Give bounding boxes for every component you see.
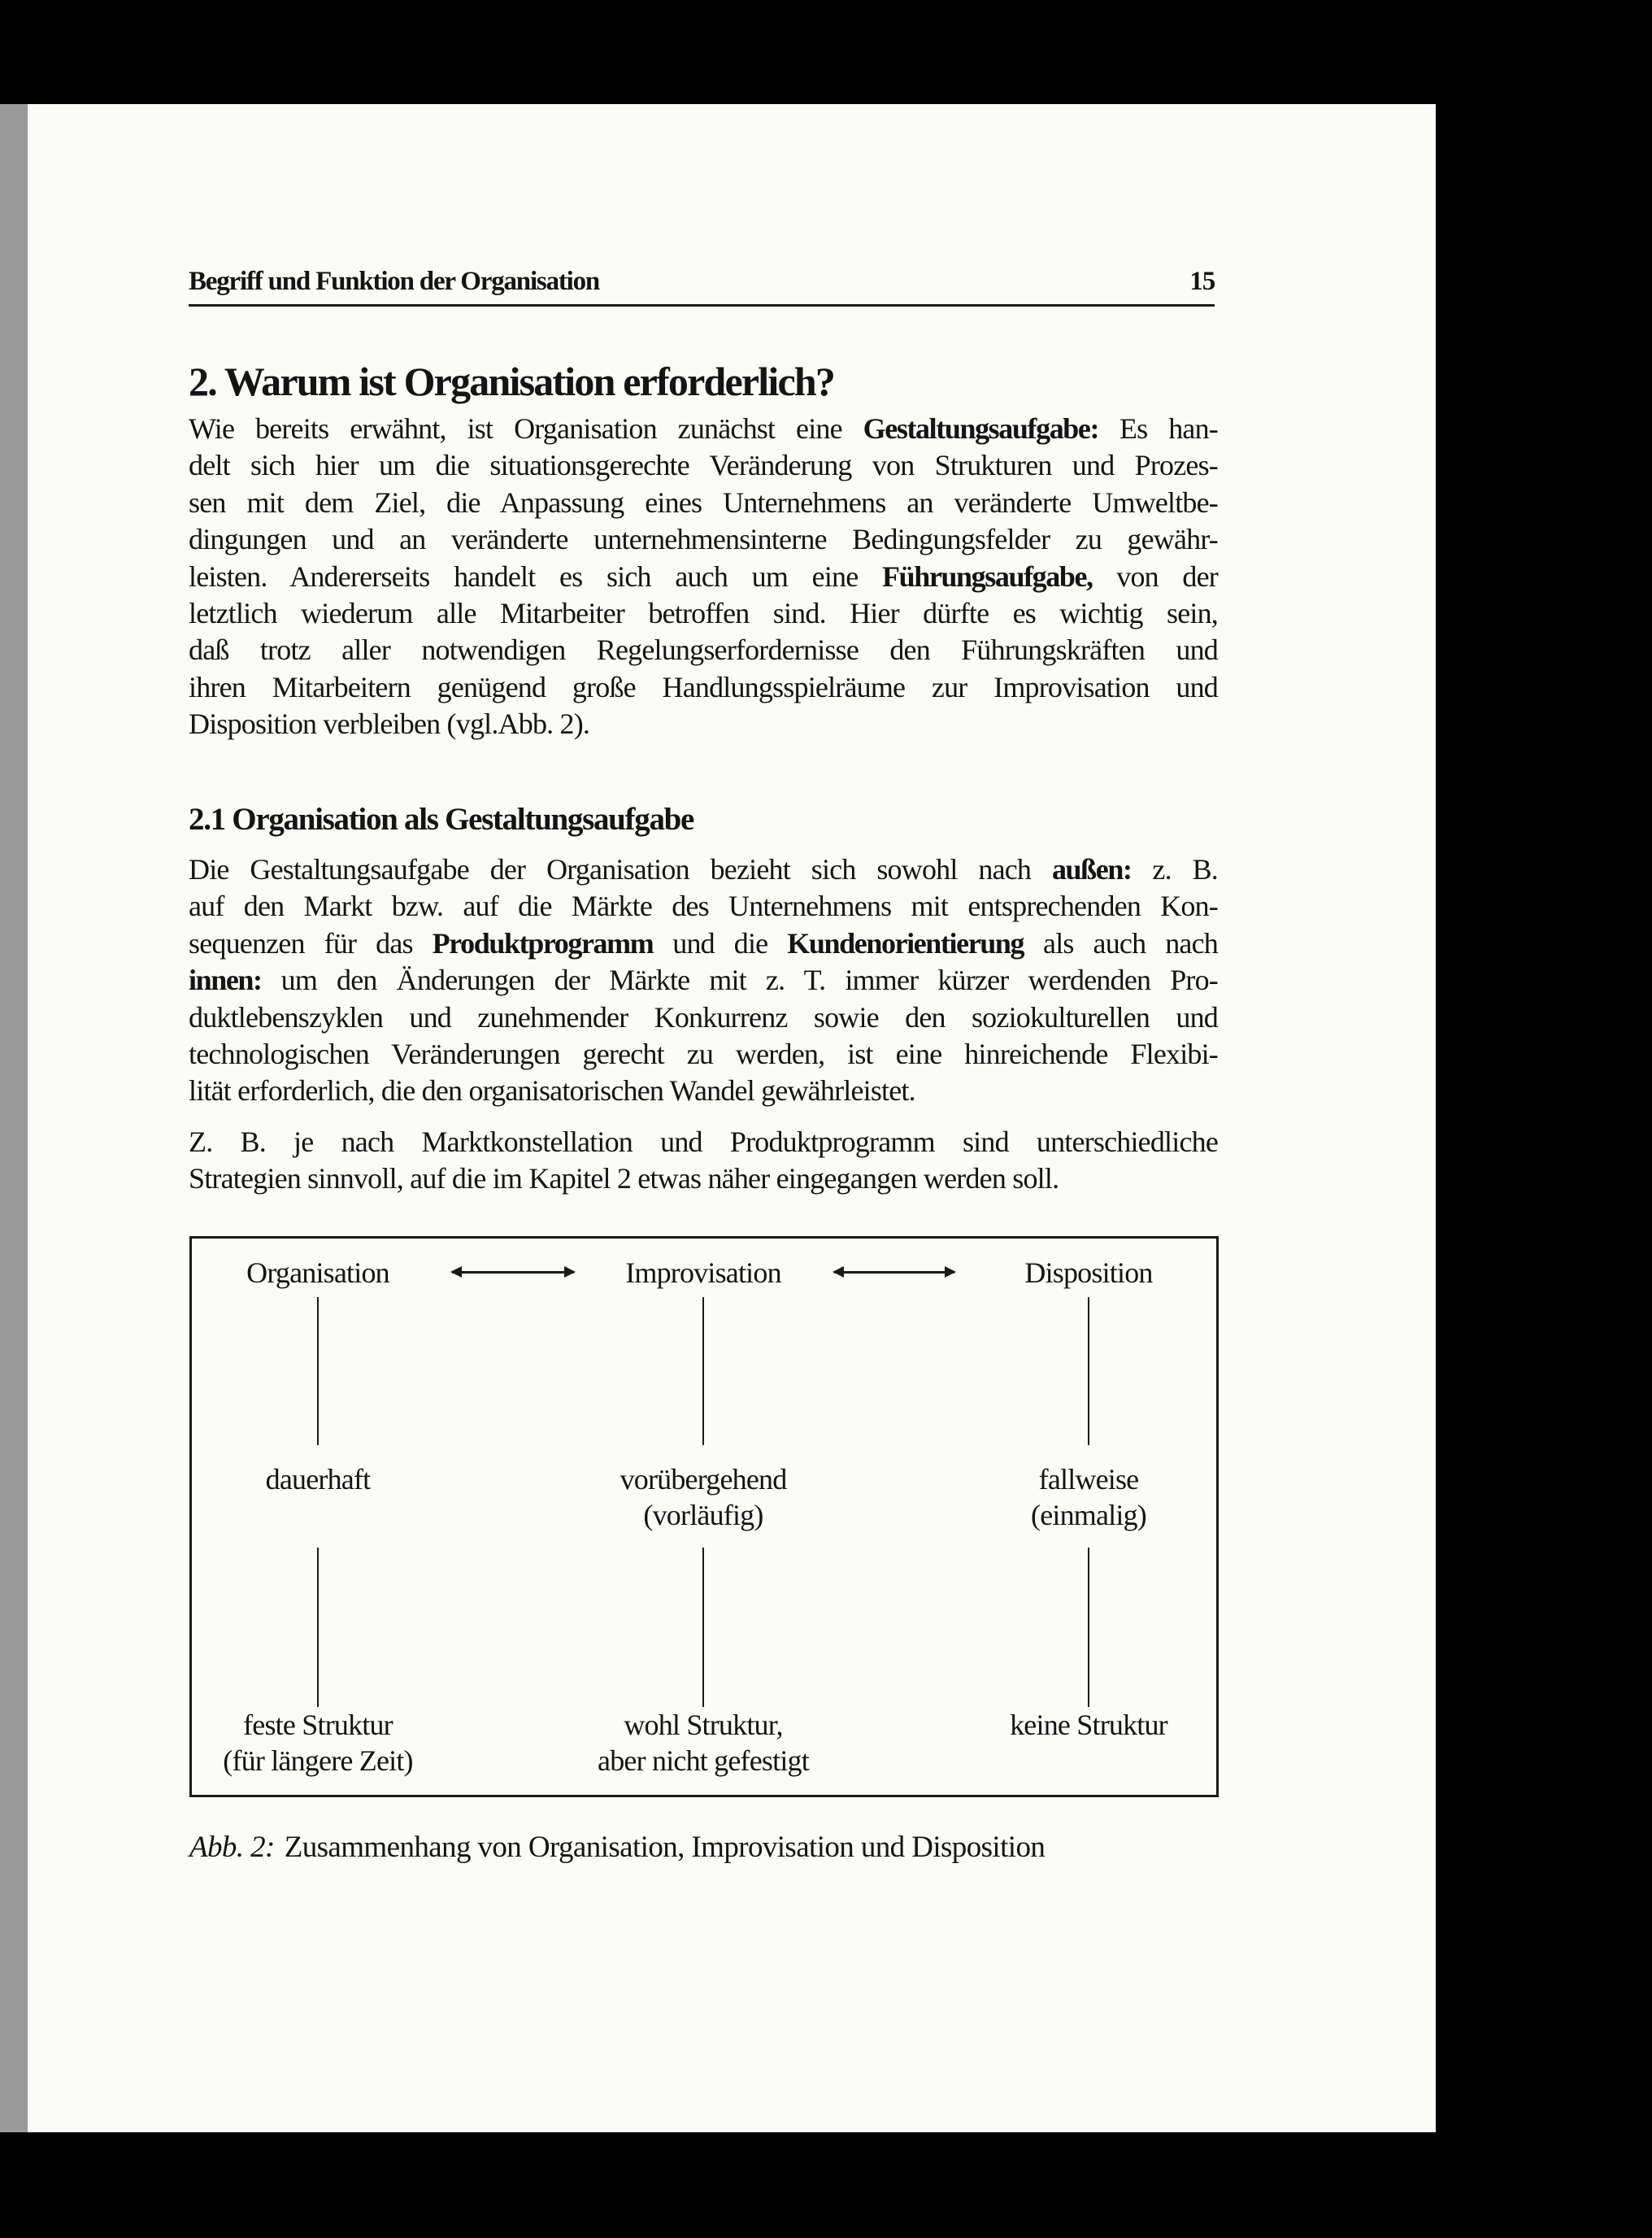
structure-text: keine Struktur — [1010, 1709, 1167, 1741]
connector-line — [317, 1548, 319, 1707]
double-arrow-icon — [834, 1271, 954, 1274]
duration-organisation — [147, 1461, 489, 1497]
connector-line — [1088, 1548, 1089, 1707]
text-run: von der — [1092, 560, 1218, 593]
bold-term: innen: — [189, 964, 262, 997]
paragraph-2 — [189, 851, 1218, 1110]
duration-improvisation — [533, 1461, 874, 1533]
text-line — [189, 962, 1218, 999]
connector-line — [317, 1297, 319, 1445]
structure-organisation — [147, 1707, 489, 1779]
text-run: Die Gestaltungsaufgabe der Organisation bezieht sich sowohl nach — [189, 853, 1052, 886]
text-run: lität erforderlich, die den organisatorischen Wandel gewährleistet. — [189, 1074, 915, 1108]
text-run: ihren Mitarbeitern genügend große Handlungsspielräume zur Improvisation und — [189, 670, 1218, 703]
text-run: sequenzen für das — [189, 926, 433, 960]
text-line — [189, 1124, 1218, 1160]
text-run: Z. B. je nach Marktkonstellation und Produktprogramm sind unterschiedliche — [189, 1126, 1218, 1158]
text-run: und die — [653, 926, 788, 960]
text-run: auf den Markt bzw. auf die Märkte des Unternehmens mit entsprechenden Kon- — [189, 890, 1218, 923]
connector-line — [702, 1548, 704, 1707]
text-run: Es han- — [1098, 412, 1218, 445]
bold-term: außen: — [1051, 853, 1132, 886]
bold-term: Kundenorientierung — [787, 926, 1024, 960]
double-arrow-icon — [452, 1271, 574, 1274]
scan-edge — [0, 104, 28, 2132]
text-line — [189, 1160, 1218, 1197]
structure-text: feste Struktur — [243, 1709, 393, 1741]
duration-disposition — [918, 1461, 1259, 1533]
caption-label: Abb. 2: — [189, 1831, 275, 1864]
paragraph-1 — [189, 411, 1218, 743]
page-number: 15 — [1189, 267, 1215, 296]
figure-caption — [189, 1830, 1045, 1865]
text-line — [189, 851, 1218, 888]
duration-text: vorübergehend — [620, 1463, 787, 1496]
duration-text: dauerhaft — [265, 1463, 371, 1496]
text-line — [189, 485, 1218, 521]
structure-note: aber nicht gefestigt — [598, 1744, 809, 1777]
bold-term: Gestaltungsaufgabe: — [863, 412, 1099, 445]
bold-term: Produktprogramm — [432, 926, 654, 960]
text-line — [189, 1073, 1218, 1109]
structure-disposition — [918, 1707, 1259, 1743]
text-run: z. B. — [1131, 853, 1218, 886]
text-run: delt sich hier um die situationsgerechte Veränderung von Strukturen und Prozes- — [189, 449, 1218, 482]
text-line — [189, 521, 1218, 558]
chapter-heading: 2. Warum ist Organisation erforderlich? — [189, 359, 835, 404]
text-line — [189, 706, 1218, 742]
structure-text: wohl Struktur, — [624, 1709, 783, 1741]
column-title-organisation: Organisation — [246, 1256, 389, 1289]
bold-term: Führungsaufgabe, — [881, 560, 1093, 593]
text-line — [189, 595, 1218, 632]
header-title: Begriff und Funktion der Organisation — [189, 267, 600, 296]
text-line — [189, 1036, 1218, 1073]
caption-text: Zusammenhang von Organisation, Improvisation und Disposition — [284, 1831, 1046, 1864]
text-run: duktlebenszyklen und zunehmender Konkurrenz sowie den soziokulturellen und — [189, 1000, 1218, 1034]
column-title-disposition: Disposition — [1024, 1256, 1153, 1289]
text-line — [189, 999, 1218, 1036]
text-run: Strategien sinnvoll, auf die im Kapitel 2 etwas näher eingegangen werden soll. — [189, 1162, 1059, 1195]
text-line — [189, 669, 1218, 706]
text-run: technologischen Veränderungen gerecht zu werden, ist eine hinreichende Flexibi- — [189, 1037, 1218, 1070]
text-line — [189, 559, 1218, 595]
text-line — [189, 925, 1218, 962]
figure-box — [189, 1236, 1219, 1797]
text-line — [189, 632, 1218, 668]
text-run: um den Änderungen der Märkte mit z. T. immer kürzer werdenden Pro- — [261, 964, 1218, 997]
duration-note: (vorläufig) — [643, 1499, 763, 1531]
book-page — [28, 104, 1436, 2132]
text-run: als auch nach — [1024, 926, 1218, 960]
running-header — [189, 267, 1215, 297]
text-line — [189, 411, 1218, 447]
text-run: dingungen und an veränderte unternehmensinterne Bedingungsfelder zu gewähr- — [189, 523, 1218, 556]
connector-line — [1088, 1297, 1089, 1445]
text-run: daß trotz aller notwendigen Regelungserfordernisse den Führungskräften und — [189, 634, 1218, 667]
text-run: Wie bereits erwähnt, ist Organisation zunächst eine — [189, 412, 863, 445]
text-run: leisten. Andererseits handelt es sich auch um eine — [189, 560, 882, 593]
section-heading: 2.1 Organisation als Gestaltungsaufgabe — [189, 802, 694, 837]
duration-note: (einmalig) — [1031, 1499, 1146, 1531]
text-line — [189, 888, 1218, 925]
connector-line — [702, 1297, 704, 1445]
structure-improvisation — [533, 1707, 874, 1779]
text-run: sen mit dem Ziel, die Anpassung eines Unternehmens an veränderte Umweltbe- — [189, 485, 1218, 519]
duration-text: fallweise — [1038, 1463, 1139, 1496]
text-line — [189, 447, 1218, 484]
paragraph-3 — [189, 1124, 1218, 1198]
text-run: letztlich wiederum alle Mitarbeiter betroffen sind. Hier dürfte es wichtig sein, — [189, 596, 1218, 629]
structure-note: (für längere Zeit) — [223, 1744, 413, 1777]
text-run: Disposition verbleiben (vgl.Abb. 2). — [189, 708, 590, 741]
column-title-improvisation: Improvisation — [625, 1256, 781, 1289]
header-rule — [189, 304, 1215, 307]
